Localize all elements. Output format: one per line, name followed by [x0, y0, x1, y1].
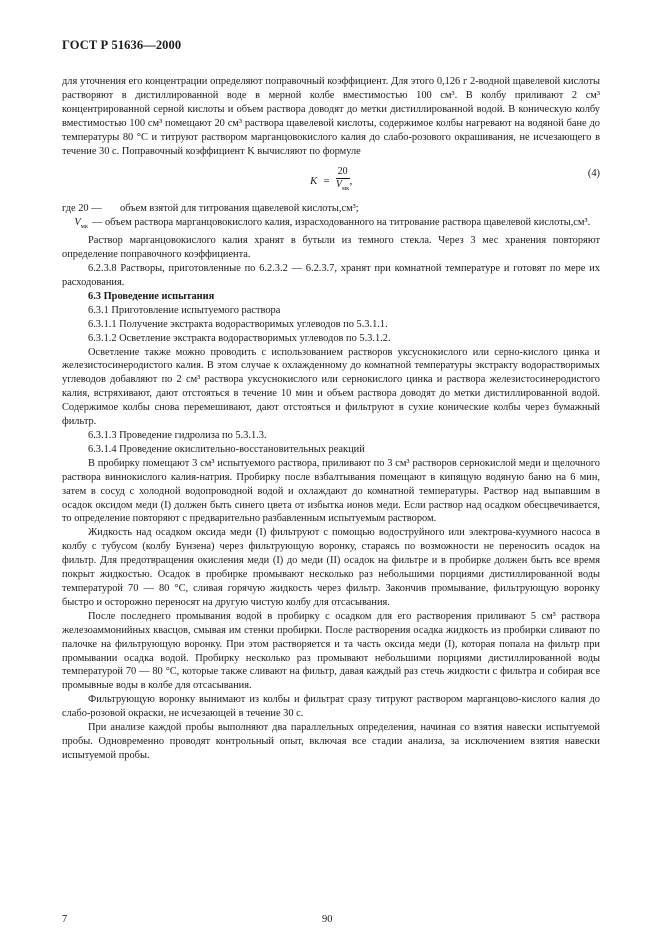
section-heading: 6.3 Проведение испытания — [88, 290, 215, 302]
where-symbol — [62, 216, 92, 234]
body-paragraph: Осветление также можно проводить с использованием растворов уксуснокислого или серно-кислого цинка и железистосинеродистого калия. В этом случае к охлажденному до комнатной температуры экстракту водорастворимых углеводов добавляют по 2 см³ раствора уксуснокислого или сернокислого цинка и раствора железистосинеродистого калия, встряхивают, дают отстояться в течение 10 мин и объем раствора доводят до метки дистиллированной водой. Содержимое колбы снова перемешивают, дают отстояться и фильтруют в сухие конические колбы через бумажный фильтр. — [62, 346, 600, 428]
where-symbol-v: V — [74, 217, 81, 229]
formula-numerator: 20 — [337, 166, 348, 178]
paragraph-coefficient-intro: для уточнения его концентрации определяют поправочный коэффициент. Для этого 0,126 г 2-водной щавелевой кислоты растворяют в дистиллированной воде в мерной колбе вместимостью 100 см³. В колбу приливают 2 см³ концентрированной серной кислоты и объем раствора доводят до метки дистиллированной водой. В коническую колбу вместимостью 100 см³ помещают 20 см³ раствора щавелевой кислоты, содержимое колбы нагревают на водяной бане до температуры 80 °С и титруют раствором марганцовокислого калия до слабо-розового окрашивания, не исчезающего в течение 30 с. Поправочный коэффициент K вычисляют по формуле — [62, 76, 600, 157]
body-paragraph: 6.3.1.2 Осветление экстракта водорастворимых углеводов по 5.3.1.2. — [88, 332, 391, 344]
body-paragraph: Жидкость над осадком оксида меди (I) фильтруют с помощью водоструйного или электрова-куумного насоса в колбу с тубусом (колбу Бунзена) через фильтрующую воронку, стараясь по возможности не переносить осадок на фильтр. Для предотвращения окисления меди (I) до меди (II) осадок на фильтре и в пробирке должен быть все время покрыт жидкостью. Осадок в пробирке промывают несколько раз небольшими порциями дистиллированной воды температурой 70 — 80 °С, сливая горячую жидкость через фильтр. Закончив промывание, фильтрующую воронку быстро и осторожно переносят на другую чистую колбу для отсасывания. — [62, 527, 600, 608]
page-number: 90 — [322, 914, 333, 925]
footer-left-number: 7 — [62, 914, 68, 925]
formula-fraction — [336, 166, 350, 195]
where-label: где 20 — — [62, 203, 102, 215]
where-symbol-subscript: мк — [80, 223, 88, 231]
body-paragraphs — [62, 234, 600, 762]
where-text-1: объем взятой для титрования щавелевой кислоты,см³; — [120, 203, 359, 215]
body-paragraph: 6.2.3.8 Растворы, приготовленные по 6.2.3.2 — 6.2.3.7, хранят при комнатной температуре и готовят по мере их расходования. — [62, 263, 600, 289]
where-line-1 — [62, 202, 600, 216]
formula-expression — [310, 166, 352, 195]
formula-equals: = — [323, 174, 330, 187]
body-paragraph: 6.3.1.4 Проведение окислительно-восстановительных реакций — [88, 443, 365, 455]
body-paragraph: 6.3.1.3 Проведение гидролиза по 5.3.1.3. — [88, 430, 267, 442]
body-paragraph: Фильтрующую воронку вынимают из колбы и фильтрат сразу титруют раствором марганцово-кислого калия до слабо-розовой окраски, не исчезающей в течение 30 с. — [62, 694, 600, 720]
formula-denominator-symbol: V — [335, 179, 342, 191]
formula-denominator-subscript: мк — [341, 185, 350, 193]
formula-number: (4) — [587, 168, 600, 180]
where-text-2: — объем раствора марганцовокислого калия, израсходованного на титрование раствора щавелевой кислоты,см³. — [92, 217, 591, 229]
body-paragraph: 6.3.1 Приготовление испытуемого раствора — [88, 304, 281, 316]
formula-k: K — [310, 174, 318, 187]
body-paragraph: 6.3.1.1 Получение экстракта водорастворимых углеводов по 5.3.1.1. — [88, 318, 388, 330]
formula-denominator — [336, 179, 349, 195]
formula-4 — [62, 162, 600, 202]
body-paragraph: При анализе каждой пробы выполняют два параллельных определения, начиная со взятия навески испытуемой пробы. Одновременно проводят контрольный опыт, включая все стадии анализа, за исключением взятия навески испытуемой пробы. — [62, 722, 600, 761]
body-paragraph: После последнего промывания водой в пробирку с осадком для его растворения приливают 5 см³ раствора железоаммонийных квасцов, смывая им стенки пробирки. После растворения осадка жидкость из пробирки сливают по палочке на фильтрующую воронку. При этом растворяется и та часть оксида меди (I), которая попала на фильтр при промывании осадка водой. Пробирку несколько раз промывают небольшими порциями дистиллированной воды температурой 70 — 80 °С, которые также сливают на фильтр, давая каждый раз стечь жидкости с фильтра и собирая все промывные воды в колбе для отсасывания. — [62, 610, 600, 692]
body-paragraph: Раствор марганцовокислого калия хранят в бутыли из темного стекла. Через 3 мес хранения повторяют определение поправочного коэффициента. — [62, 235, 600, 261]
standard-header: ГОСТ Р 51636—2000 — [62, 38, 182, 52]
body-paragraph: В пробирку помещают 3 см³ испытуемого раствора, приливают по 3 см³ растворов сернокислой меди и щелочного раствора виннокислого калия-натрия. Пробирку после взбалтывания помещают в кипящую водяную баню на 6 мин, затем в сосуд с холодной водопроводной водой и охлаждают до комнатной температуры. Раствор над выпавшим в осадок оксидом меди (I) должен быть синего цвета от избытка ионов меди. Если раствор над осадком обесцвечивается, то определение повторяют с предварительно разбавленным испытуемым раствором. — [62, 457, 600, 525]
formula-comma: , — [349, 174, 353, 187]
where-line-2 — [62, 216, 600, 234]
document-page — [62, 38, 600, 763]
